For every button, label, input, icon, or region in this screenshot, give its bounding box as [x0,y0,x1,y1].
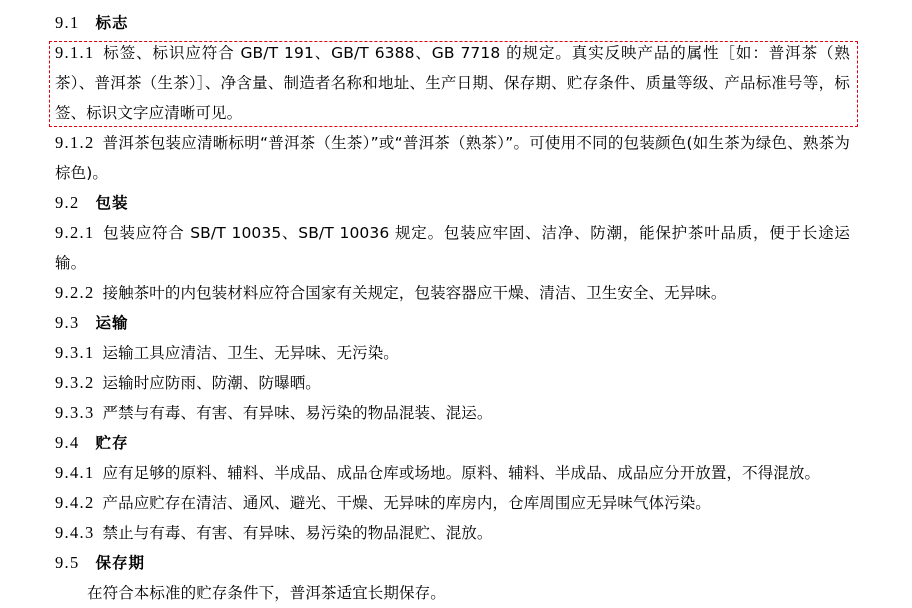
clause-text: 禁止与有毒、有害、有异味、易污染的物品混贮、混放。 [102,524,493,542]
section-title: 标志 [95,14,129,32]
clause-9-2-1 [55,218,850,278]
section-heading-9-2 [55,188,850,218]
clause-9-5-body [55,578,850,608]
clause-9-2-2 [55,278,850,308]
section-heading-9-1 [55,8,850,38]
clause-text: 普洱茶包装应清晰标明“普洱茶（生茶）”或“普洱茶（熟茶）”。可使用不同的包装颜色(如生茶为绿色、熟茶为棕色)。 [55,134,850,182]
clause-9-4-2 [55,488,850,518]
clause-number: 9.2.2 [55,283,95,302]
section-number: 9.2 [55,193,80,212]
clause-number: 9.1.1 [55,43,95,62]
clause-number: 9.1.2 [55,133,95,152]
clause-number: 9.2.1 [55,223,95,242]
clause-9-3-3 [55,398,850,428]
section-heading-9-4 [55,428,850,458]
section-title: 包装 [95,194,129,212]
clause-9-1-2 [55,128,850,188]
section-title: 运输 [95,314,129,332]
section-heading-9-3 [55,308,850,338]
section-number: 9.5 [55,553,80,572]
clause-9-3-2 [55,368,850,398]
clause-number: 9.3.2 [55,373,95,392]
clause-text: 运输工具应清洁、卫生、无异味、无污染。 [102,344,399,362]
section-number: 9.4 [55,433,80,452]
clause-text: 运输时应防雨、防潮、防曝晒。 [102,374,321,392]
clause-number: 9.4.1 [55,463,95,482]
clause-text: 应有足够的原料、辅料、半成品、成品仓库或场地。原料、辅料、半成品、成品应分开放置，不得混放。 [102,464,821,482]
clause-9-4-1 [55,458,850,488]
section-title: 贮存 [95,434,129,452]
clause-text: 严禁与有毒、有害、有异味、易污染的物品混装、混运。 [102,404,493,422]
clause-9-3-1 [55,338,850,368]
section-number: 9.1 [55,13,80,32]
section-title: 保存期 [95,554,146,572]
clause-text: 产品应贮存在清洁、通风、避光、干燥、无异味的库房内，仓库周围应无异味气体污染。 [102,494,711,512]
clause-text: 在符合本标准的贮存条件下，普洱茶适宜长期保存。 [87,584,446,602]
section-heading-9-5 [55,548,850,578]
clause-number: 9.4.2 [55,493,95,512]
clause-text: 包装应符合 SB/T 10035、SB/T 10036 规定。包装应牢固、洁净、防潮，能保护茶叶品质，便于长途运输。 [55,224,850,272]
clause-9-4-3 [55,518,850,548]
clause-number: 9.3.3 [55,403,95,422]
section-number: 9.3 [55,313,80,332]
clause-text: 标签、标识应符合 GB/T 191、GB/T 6388、GB 7718 的规定。真实反映产品的属性［如：普洱茶（熟茶）、普洱茶（生茶）］、净含量、制造者名称和地址、生产日期、保存期、贮存条件、质量等级、产品标准号等，标签、标识文字应清晰可见。 [55,44,850,122]
clause-text: 接触茶叶的内包装材料应符合国家有关规定，包装容器应干燥、清洁、卫生安全、无异味。 [102,284,727,302]
clause-number: 9.3.1 [55,343,95,362]
clause-number: 9.4.3 [55,523,95,542]
clause-9-1-1 [55,38,850,128]
